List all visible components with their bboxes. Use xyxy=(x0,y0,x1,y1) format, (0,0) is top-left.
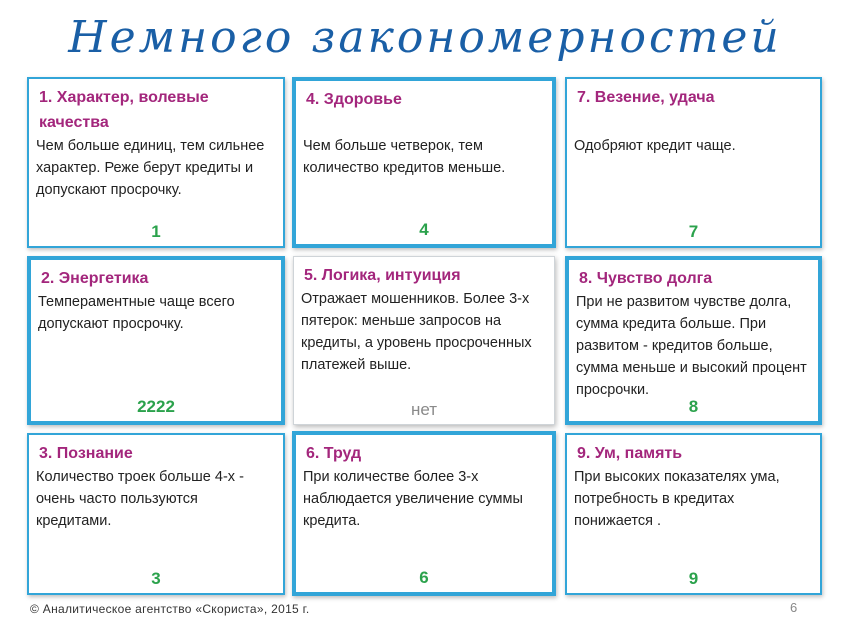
card-number: 4 xyxy=(419,220,429,239)
card-body: При не развитом чувстве долга, сумма кредита больше. При развитом - кредитов больше, сумма меньше и высокий процент просрочки. xyxy=(576,294,807,398)
card-title: 1. Характер, волевые качества xyxy=(39,89,209,131)
card-mind xyxy=(565,433,822,595)
card-number: 7 xyxy=(688,222,699,241)
card-title: 8. Чувство долга xyxy=(579,270,713,287)
card-number: 8 xyxy=(688,397,699,416)
card-number: 9 xyxy=(688,569,699,588)
card-body: При количестве более 3-х наблюдается увеличение суммы кредита. xyxy=(303,469,523,529)
card-number: 2222 xyxy=(137,397,175,416)
card-body: Количество троек больше 4-х - очень часто пользуются кредитами. xyxy=(36,469,244,529)
card-title: 6. Труд xyxy=(306,445,362,462)
card-duty xyxy=(565,256,822,425)
card-labor xyxy=(292,431,556,596)
card-number: 1 xyxy=(151,222,161,241)
card-body: При высоких показателях ума, потребность в кредитах понижается . xyxy=(574,469,780,529)
card-title: 5. Логика, интуиция xyxy=(304,267,461,284)
card-character xyxy=(27,77,285,248)
card-title: 2. Энергетика xyxy=(41,270,149,287)
card-body: Темпераментные чаще всего допускают просрочку. xyxy=(38,294,235,332)
card-title: 4. Здоровье xyxy=(306,91,402,108)
card-body: Чем больше единиц, тем сильнее характер. Реже берут кредиты и допускают просрочку. xyxy=(36,138,265,198)
card-number: 6 xyxy=(419,568,429,587)
page-title: Немного закономерностей xyxy=(68,12,782,63)
card-body: Чем больше четверок, тем количество кредитов меньше. xyxy=(303,138,506,176)
card-body: Отражает мошенников. Более 3-х пятерок: меньше запросов на кредиты, а уровень просроченных платежей выше. xyxy=(301,291,532,373)
card-title: 3. Познание xyxy=(39,445,133,462)
card-body: Одобряют кредит чаще. xyxy=(574,138,736,154)
page-number: 6 xyxy=(790,600,798,615)
card-energy xyxy=(27,256,285,425)
card-cognition xyxy=(27,433,285,595)
copyright-footer: © Аналитическое агентство «Скориста», 2015 г. xyxy=(30,602,310,616)
card-luck xyxy=(565,77,822,248)
card-title: 9. Ум, память xyxy=(577,445,683,462)
card-title: 7. Везение, удача xyxy=(577,89,715,106)
card-number: нет xyxy=(410,400,438,419)
card-number: 3 xyxy=(151,569,161,588)
card-health xyxy=(292,77,556,248)
card-logic xyxy=(293,256,555,425)
